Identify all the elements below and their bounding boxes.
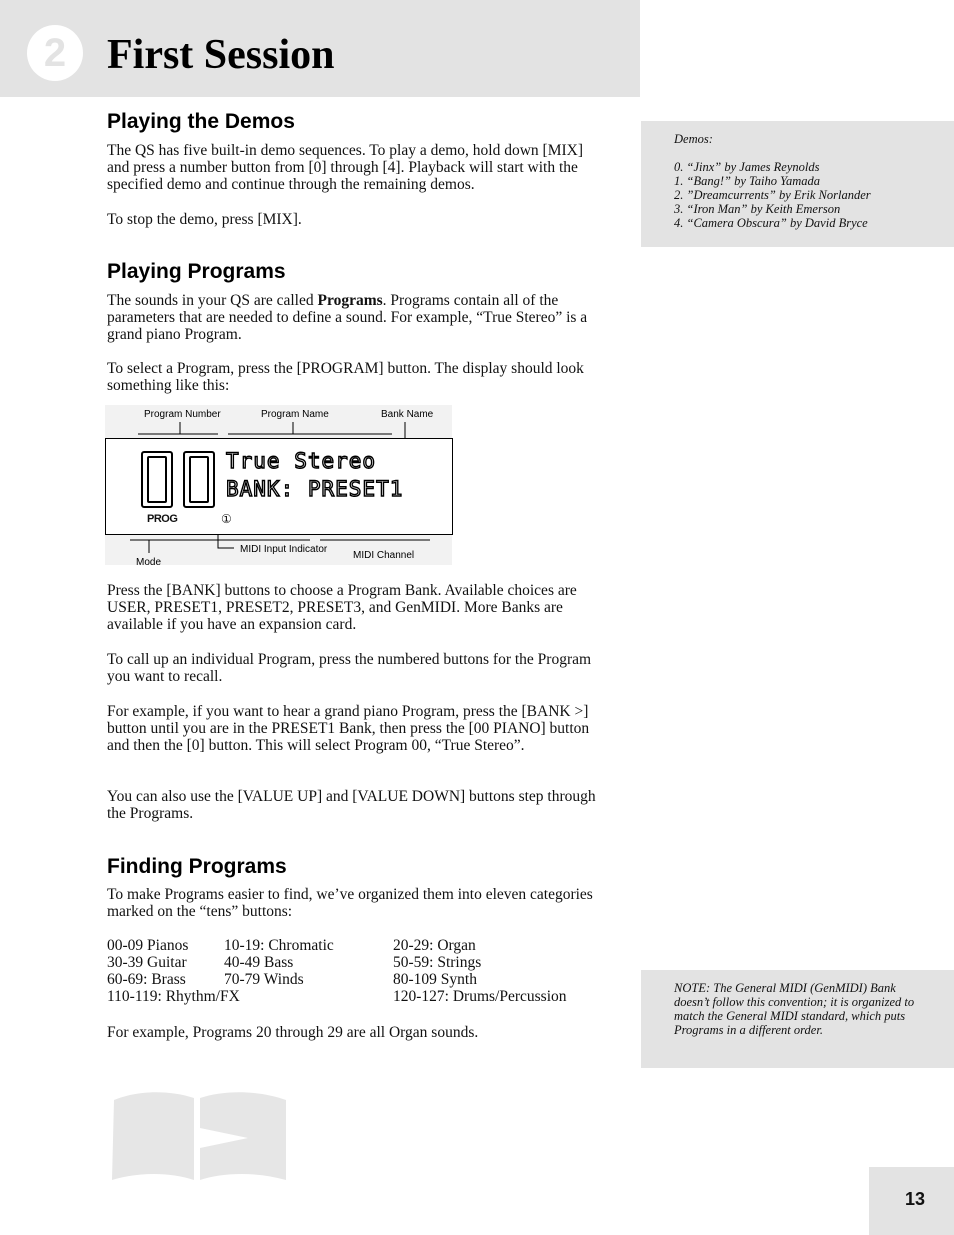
programs-term: Programs <box>317 292 383 309</box>
program-number-digits <box>140 450 220 510</box>
table-cell: 40-49 Bass <box>224 954 294 971</box>
finding-paragraph-1: To make Programs easier to find, we’ve organized them into eleven categories marked on the “tens” buttons: <box>107 886 593 920</box>
table-cell: 70-79 Winds <box>224 971 304 988</box>
book-icon <box>108 1088 288 1183</box>
page-number: 13 <box>904 1189 926 1209</box>
demos-paragraph-2: To stop the demo, press [MIX]. <box>107 211 302 228</box>
programs-paragraph-2: To select a Program, press the [PROGRAM] button. The display should look something like this: <box>107 360 584 394</box>
chapter-title: First Session <box>107 32 335 78</box>
table-cell: 50-59: Strings <box>393 954 482 971</box>
table-row <box>107 937 593 954</box>
sidebar-note-text: NOTE: The General MIDI (GenMIDI) Bank doesn’t follow this convention; it is organized to match the General MIDI standard, which puts Programs in a different order. <box>674 981 915 1037</box>
heading-finding-programs: Finding Programs <box>107 855 287 878</box>
sidebar-demos-title: Demos: <box>674 132 713 146</box>
lcd-mode-tag: PROG <box>147 513 178 525</box>
programs-paragraph-4: To call up an individual Program, press the numbered buttons for the Program you want to recall. <box>107 651 592 685</box>
label-program-number: Program Number <box>144 409 221 420</box>
table-cell: 30-39 Guitar <box>107 954 187 971</box>
table-row <box>107 971 593 988</box>
label-mode: Mode <box>136 557 162 568</box>
list-item: 3. “Iron Man” by Keith Emerson <box>674 202 841 216</box>
heading-playing-programs: Playing Programs <box>107 260 286 283</box>
list-item: 2. ”Dreamcurrents” by Erik Norlander <box>674 188 871 202</box>
list-item: 1. “Bang!” by Taiho Yamada <box>674 174 820 188</box>
lcd-bank-name: BANK: PRESET1 <box>226 477 404 501</box>
table-row <box>107 954 593 971</box>
programs-p1-text-end: . Programs contain all of the parameters that are needed to define a sound. For example, “True Stereo” is a grand piano Program. <box>107 292 588 343</box>
table-cell: 10-19: Chromatic <box>224 937 334 954</box>
heading-playing-demos: Playing the Demos <box>107 110 295 133</box>
table-cell: 110-119: Rhythm/FX <box>107 988 240 1005</box>
chapter-number: 2 <box>43 31 67 75</box>
midi-input-indicator-icon: ① <box>221 512 232 526</box>
label-program-name: Program Name <box>261 409 329 420</box>
finding-paragraph-2: For example, Programs 20 through 29 are all Organ sounds. <box>107 1024 479 1041</box>
label-midi-input: MIDI Input Indicator <box>240 544 328 555</box>
category-table <box>107 937 593 1005</box>
list-item: 0. “Jinx” by James Reynolds <box>674 160 820 174</box>
table-cell: 20-29: Organ <box>393 937 476 954</box>
programs-paragraph-3: Press the [BANK] buttons to choose a Program Bank. Available choices are USER, PRESET1, PRESET2, PRESET3, and GenMIDI. More Banks are available if you have an expansion card. <box>107 582 577 633</box>
sidebar-note-box <box>641 970 954 1068</box>
programs-paragraph-5: For example, if you want to hear a grand piano Program, press the [BANK >] button until you are in the PRESET1 Bank, then press the [00 PIANO] button and then the [0] button. This will select Program 00, “True Stereo”. <box>107 703 590 754</box>
sidebar-demos-list <box>674 160 871 230</box>
programs-p1-text: The sounds in your QS are called <box>107 292 318 309</box>
programs-paragraph-6: You can also use the [VALUE UP] and [VALUE DOWN] buttons step through the Programs. <box>107 788 596 822</box>
demos-paragraph-1: The QS has five built-in demo sequences. To play a demo, hold down [MIX] and press a number button from [0] through [4]. Playback will start with the specified demo and continue through the remaining demos. <box>107 142 584 193</box>
table-row <box>107 988 593 1005</box>
table-cell: 00-09 Pianos <box>107 937 189 954</box>
table-cell: 120-127: Drums/Percussion <box>393 988 567 1005</box>
table-cell: 80-109 Synth <box>393 971 477 988</box>
table-cell: 60-69: Brass <box>107 971 186 988</box>
sidebar-demos-box <box>641 121 954 247</box>
lcd-program-name: True Stereo <box>226 449 377 473</box>
label-midi-channel: MIDI Channel <box>353 550 415 561</box>
label-bank-name: Bank Name <box>381 409 434 420</box>
list-item: 4. “Camera Obscura” by David Bryce <box>674 216 868 230</box>
